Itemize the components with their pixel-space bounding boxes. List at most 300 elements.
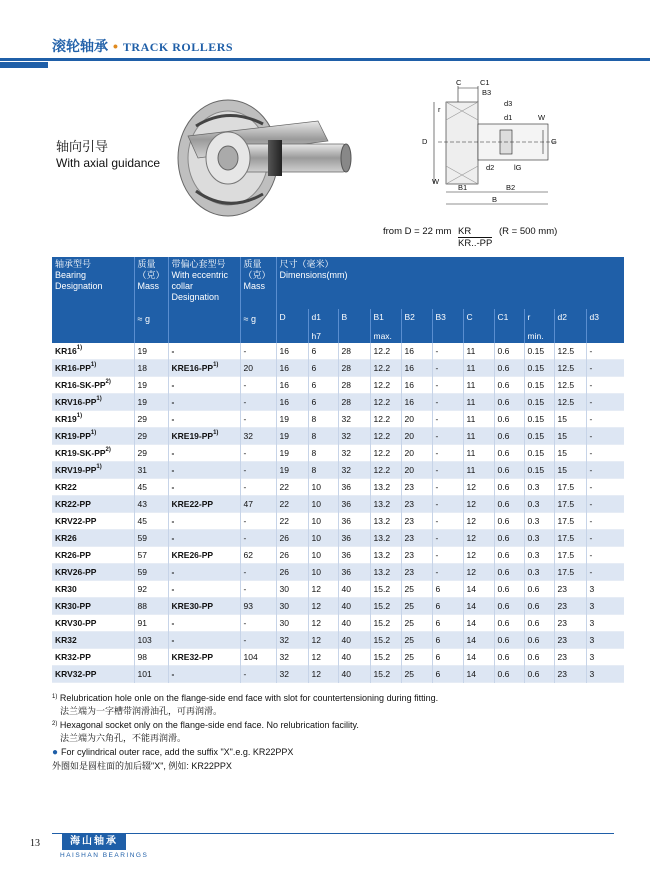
cell-dim — [463, 377, 494, 394]
cell-dim-text: 40 — [341, 635, 351, 645]
cell-dim — [338, 530, 370, 547]
cell-dim — [524, 445, 554, 462]
cell-mass2 — [240, 598, 276, 615]
header-dim-sub: max. — [373, 331, 392, 341]
cell-designation — [52, 360, 134, 377]
cell-dim — [401, 343, 432, 360]
cell-mass-text: 19 — [137, 380, 147, 390]
cell-dim-text: 36 — [341, 567, 351, 577]
cell-dim — [586, 428, 624, 445]
cell-dim — [554, 513, 586, 530]
cell-mass2 — [240, 445, 276, 462]
cell-eccentric-text: KRE19-PP — [171, 431, 214, 441]
cell-dim-text: 10 — [311, 499, 321, 509]
cell-dim — [524, 666, 554, 683]
cell-dim — [586, 411, 624, 428]
cell-dim-text: 14 — [466, 618, 476, 628]
cell-dim-text: 16 — [404, 380, 414, 390]
cell-dim — [463, 649, 494, 666]
header-dot-icon: • — [113, 38, 118, 54]
cell-dim-text: 0.15 — [527, 448, 545, 458]
cell-dim-text: 0.15 — [527, 431, 545, 441]
cell-dim-text: 28 — [341, 346, 351, 356]
cell-dim — [308, 615, 338, 632]
haishan-logo-en: HAISHAN BEARINGS — [60, 852, 149, 859]
cell-dim-text: 32 — [279, 669, 289, 679]
cell-dim-text: 16 — [279, 346, 289, 356]
cell-dim-text: 0.15 — [527, 363, 545, 373]
cell-dim-text: 0.6 — [497, 516, 510, 526]
cell-dim-text: 40 — [341, 618, 351, 628]
header-dim-label: B2 — [404, 312, 415, 322]
diagram-label-d2: d2 — [486, 163, 495, 172]
cell-dim — [401, 547, 432, 564]
diagram-label-d1: d1 — [504, 113, 513, 122]
cell-mass2 — [240, 530, 276, 547]
cell-dim — [308, 411, 338, 428]
cell-dim-text: 26 — [279, 533, 289, 543]
cell-dim — [370, 666, 401, 683]
cell-dim-text: 0.6 — [527, 601, 540, 611]
cell-dim-text: 20 — [404, 465, 414, 475]
table-row — [52, 598, 624, 615]
cell-designation — [52, 496, 134, 513]
cell-dim-text: - — [589, 550, 593, 560]
cell-dim — [370, 411, 401, 428]
cell-dim-text: 23 — [404, 567, 414, 577]
footnote-1-zh: 法兰端为一字槽带润滑油孔，可再润滑。 — [60, 705, 223, 716]
cell-dim-text: 19 — [279, 448, 289, 458]
cell-mass2-text: - — [243, 533, 247, 543]
cell-dim — [586, 632, 624, 649]
header-dim-d — [276, 309, 308, 343]
cell-dim-text: 23 — [557, 601, 567, 611]
cell-dim — [494, 411, 524, 428]
cell-dim-text: - — [435, 448, 439, 458]
cell-dim — [586, 547, 624, 564]
header-dim-label: B1 — [373, 312, 384, 322]
cell-dim — [338, 615, 370, 632]
cell-mass2 — [240, 649, 276, 666]
cell-dim-text: 16 — [404, 397, 414, 407]
cell-dim — [586, 343, 624, 360]
cell-dim — [338, 445, 370, 462]
cell-dim — [308, 564, 338, 581]
cell-dim — [463, 479, 494, 496]
cell-eccentric — [168, 445, 240, 462]
cell-dim-text: 6 — [435, 618, 441, 628]
cell-mass2 — [240, 581, 276, 598]
cell-dim-text: 32 — [341, 414, 351, 424]
cell-dim-text: 13.2 — [373, 567, 391, 577]
cell-dim — [554, 445, 586, 462]
cell-dim — [463, 632, 494, 649]
cell-dim — [401, 479, 432, 496]
cell-mass — [134, 649, 168, 666]
cell-dim-text: 0.6 — [497, 669, 510, 679]
footnote-3 — [52, 746, 612, 772]
cell-dim — [554, 360, 586, 377]
cell-dim — [494, 530, 524, 547]
cell-eccentric-text: KRE30-PP — [171, 601, 214, 611]
header-mass-unit: ≈ g — [137, 314, 150, 324]
cell-dim — [308, 343, 338, 360]
header-mass2 — [240, 257, 276, 343]
header-dim-r — [524, 309, 554, 343]
cell-mass-text: 31 — [137, 465, 147, 475]
table-row — [52, 564, 624, 581]
cell-mass2 — [240, 496, 276, 513]
cell-dim-text: 11 — [466, 414, 476, 424]
cell-dim-text: 10 — [311, 482, 321, 492]
cell-dim-text: - — [435, 346, 439, 356]
cell-mass — [134, 445, 168, 462]
cell-mass2-text: 20 — [243, 363, 253, 373]
diagram-label-w-top: W — [538, 113, 546, 122]
cell-dim-text: 14 — [466, 635, 476, 645]
cell-dim-text: 6 — [311, 397, 317, 407]
cell-dim-text: 12 — [311, 635, 321, 645]
cell-dim — [524, 564, 554, 581]
cell-dim — [586, 649, 624, 666]
cell-dim-text: 13.2 — [373, 533, 391, 543]
cell-dim — [494, 513, 524, 530]
cell-dim — [432, 513, 463, 530]
cell-dim — [524, 632, 554, 649]
cell-dim — [432, 445, 463, 462]
cell-designation-sup: 2) — [105, 379, 111, 385]
cell-dim-text: 23 — [557, 584, 567, 594]
cell-dim-text: 36 — [341, 533, 351, 543]
cell-eccentric — [168, 377, 240, 394]
cell-dim — [586, 479, 624, 496]
cell-dim-text: 16 — [404, 346, 414, 356]
cell-dim — [494, 564, 524, 581]
cell-mass-text: 59 — [137, 533, 147, 543]
cell-designation-text: KR30-PP — [55, 601, 91, 611]
cell-eccentric — [168, 564, 240, 581]
cell-dim-text: 12.2 — [373, 346, 391, 356]
cell-dim-text: 0.15 — [527, 465, 545, 475]
cell-dim-text: - — [589, 482, 593, 492]
cell-mass — [134, 360, 168, 377]
cell-dim — [401, 598, 432, 615]
cell-dim-text: 28 — [341, 397, 351, 407]
cell-dim-text: 14 — [466, 584, 476, 594]
cell-mass2-text: 104 — [243, 652, 258, 662]
haishan-logo: 海山轴承 — [62, 834, 126, 850]
cell-dim-text: 22 — [279, 499, 289, 509]
cell-dim-text: 15 — [557, 465, 567, 475]
cell-dim — [308, 530, 338, 547]
cell-designation-sup: 1) — [96, 396, 102, 402]
header-dim-c1 — [494, 309, 524, 343]
cell-dim — [338, 462, 370, 479]
formula-numerator: KR — [458, 226, 492, 238]
cell-eccentric — [168, 428, 240, 445]
cell-dim — [463, 343, 494, 360]
cell-eccentric-text: KRE16-PP — [171, 363, 214, 373]
cell-dim-text: 6 — [311, 380, 317, 390]
cell-dim — [401, 496, 432, 513]
cell-dim — [586, 615, 624, 632]
header-designation — [52, 257, 134, 309]
cell-mass — [134, 462, 168, 479]
cell-mass2 — [240, 462, 276, 479]
table-row — [52, 445, 624, 462]
cell-dim-text: 0.6 — [527, 584, 540, 594]
cell-dim — [463, 581, 494, 598]
cell-dim-text: - — [435, 431, 439, 441]
cell-dim-text: 6 — [435, 635, 441, 645]
table-row — [52, 615, 624, 632]
cell-eccentric-text: - — [171, 448, 175, 458]
cell-mass-text: 91 — [137, 618, 147, 628]
footnote-2-zh: 法兰端为六角孔，不能再润滑。 — [60, 732, 187, 743]
table-row — [52, 666, 624, 683]
cell-mass-text: 45 — [137, 482, 147, 492]
header-dim-label: d2 — [557, 312, 567, 322]
cell-dim — [494, 632, 524, 649]
cell-dim — [524, 428, 554, 445]
formula-suffix: (R = 500 mm) — [498, 226, 558, 237]
cell-dim-text: 23 — [404, 550, 414, 560]
cell-mass2-text: - — [243, 380, 247, 390]
cell-mass — [134, 581, 168, 598]
cell-mass2-text: - — [243, 618, 247, 628]
cell-dim-text: 0.15 — [527, 346, 545, 356]
table-row — [52, 360, 624, 377]
cell-dim — [338, 428, 370, 445]
cell-dim — [338, 598, 370, 615]
cell-dim-text: 23 — [557, 618, 567, 628]
header-dim-label: C1 — [497, 312, 509, 322]
cell-mass2 — [240, 360, 276, 377]
cell-dim — [370, 530, 401, 547]
cell-dim — [338, 649, 370, 666]
cell-mass — [134, 564, 168, 581]
cell-designation-text: KRV26-PP — [55, 567, 97, 577]
cell-dim — [463, 547, 494, 564]
cell-designation-text: KRV30-PP — [55, 618, 97, 628]
cell-dim-text: 32 — [341, 465, 351, 475]
cell-mass2 — [240, 666, 276, 683]
footnote-3-en: For cylindrical outer race, add the suffix "X".e.g. KR22PPX — [61, 747, 294, 757]
cell-dim-text: 0.3 — [527, 550, 540, 560]
cell-dim — [370, 649, 401, 666]
header-dim-d2 — [554, 309, 586, 343]
cell-mass — [134, 377, 168, 394]
cell-dim — [338, 564, 370, 581]
cell-dim-text: - — [589, 499, 593, 509]
header-accent-block — [0, 62, 48, 68]
cell-dim — [276, 377, 308, 394]
cell-dim-text: 17.5 — [557, 550, 575, 560]
cell-dim-text: 22 — [279, 482, 289, 492]
cell-mass2 — [240, 615, 276, 632]
cell-dim-text: 0.6 — [497, 567, 510, 577]
cell-dim-text: 15 — [557, 431, 567, 441]
cell-mass2-text: 93 — [243, 601, 253, 611]
cell-mass2-text: - — [243, 448, 247, 458]
cell-dim-text: 17.5 — [557, 482, 575, 492]
cell-dim-text: 11 — [466, 397, 476, 407]
cell-dim — [524, 581, 554, 598]
cell-dim — [338, 547, 370, 564]
cell-designation-text: KR22-PP — [55, 499, 91, 509]
cell-dim-text: 11 — [466, 431, 476, 441]
cell-dim — [370, 428, 401, 445]
cell-dim — [401, 360, 432, 377]
cell-dim — [370, 632, 401, 649]
cell-dim-text: - — [435, 380, 439, 390]
table-row — [52, 479, 624, 496]
cell-dim — [463, 530, 494, 547]
cell-dim-text: 12.5 — [557, 346, 575, 356]
cell-dim — [308, 360, 338, 377]
cell-dim — [276, 479, 308, 496]
cell-mass2-text: - — [243, 482, 247, 492]
cell-dim — [401, 615, 432, 632]
cell-designation — [52, 411, 134, 428]
cell-mass-text: 103 — [137, 635, 152, 645]
cell-mass2 — [240, 343, 276, 360]
header-dim-label: B3 — [435, 312, 446, 322]
cell-dim-text: 3 — [589, 669, 595, 679]
cell-designation — [52, 581, 134, 598]
cell-dim — [524, 547, 554, 564]
cell-mass2 — [240, 428, 276, 445]
cell-eccentric — [168, 360, 240, 377]
cell-mass2 — [240, 411, 276, 428]
cell-designation-sup: 1) — [76, 345, 83, 351]
header-dim-b3 — [432, 309, 463, 343]
cell-eccentric-text: - — [171, 669, 175, 679]
cell-dim — [308, 513, 338, 530]
cell-eccentric — [168, 530, 240, 547]
cell-dim — [370, 513, 401, 530]
header-dimensions — [276, 257, 624, 309]
cell-dim — [494, 428, 524, 445]
cell-dim — [338, 496, 370, 513]
cell-dim — [276, 343, 308, 360]
cell-mass2-text: - — [243, 584, 247, 594]
cell-dim — [463, 666, 494, 683]
diagram-label-d: D — [422, 137, 428, 146]
cell-mass2-text: - — [243, 346, 247, 356]
cell-designation — [52, 445, 134, 462]
cell-dim-text: 32 — [279, 652, 289, 662]
cell-eccentric — [168, 598, 240, 615]
cell-dim — [308, 445, 338, 462]
cell-dim — [432, 564, 463, 581]
cell-dim — [401, 513, 432, 530]
cell-dim-text: 0.3 — [527, 533, 540, 543]
cell-eccentric-text: - — [171, 380, 175, 390]
cell-dim — [524, 462, 554, 479]
cell-dim — [494, 581, 524, 598]
cell-designation — [52, 428, 134, 445]
cell-dim-text: 12 — [311, 601, 321, 611]
cell-designation — [52, 547, 134, 564]
cell-dim — [276, 564, 308, 581]
cell-dim — [432, 360, 463, 377]
formula-denominator: KR..-PP — [458, 238, 493, 249]
cell-dim-text: 0.6 — [497, 652, 510, 662]
cell-designation-text: KRV16-PP — [55, 397, 97, 407]
cell-dim — [308, 428, 338, 445]
cell-dim-text: 0.6 — [497, 482, 510, 492]
cell-dim-text: 15.2 — [373, 669, 391, 679]
diagram-label-b2: B2 — [506, 183, 516, 192]
cell-mass2-text: 32 — [243, 431, 253, 441]
cell-dim-text: 0.6 — [497, 465, 510, 475]
cell-dim-text: 12.2 — [373, 397, 391, 407]
cell-dim — [524, 649, 554, 666]
cell-dim-text: 23 — [557, 652, 567, 662]
cell-dim-text: 36 — [341, 499, 351, 509]
cell-eccentric-text: - — [171, 533, 175, 543]
header-dims-en: Dimensions(mm) — [279, 270, 348, 280]
cell-dim-text: - — [435, 567, 439, 577]
header-mass2-unit: ≈ g — [243, 314, 256, 324]
cell-mass2-text: - — [243, 567, 247, 577]
cell-dim — [276, 496, 308, 513]
cell-dim-text: 19 — [279, 414, 289, 424]
cell-dim — [432, 581, 463, 598]
cell-dim — [554, 615, 586, 632]
cell-dim — [586, 377, 624, 394]
guidance-zh: 轴向引导 — [56, 139, 109, 154]
cell-dim — [554, 462, 586, 479]
cell-dim-text: 3 — [589, 635, 595, 645]
cell-dim-text: 15.2 — [373, 618, 391, 628]
header-title-en: TRACK ROLLERS — [122, 40, 234, 54]
cell-mass-text: 19 — [137, 346, 147, 356]
cell-dim-text: 12 — [466, 567, 476, 577]
cell-eccentric-text: - — [171, 567, 175, 577]
cell-dim — [276, 462, 308, 479]
cell-dim-text: 16 — [279, 363, 289, 373]
cell-dim — [370, 479, 401, 496]
cell-mass-text: 57 — [137, 550, 147, 560]
cell-dim — [463, 394, 494, 411]
cell-dim — [338, 411, 370, 428]
cell-dim-text: 15.2 — [373, 601, 391, 611]
cell-dim — [586, 445, 624, 462]
header-dim-b2 — [401, 309, 432, 343]
cell-dim — [338, 632, 370, 649]
cell-dim — [524, 343, 554, 360]
cell-mass2 — [240, 394, 276, 411]
table-row — [52, 343, 624, 360]
cell-dim-text: 0.6 — [497, 584, 510, 594]
cell-eccentric — [168, 394, 240, 411]
guidance-en: With axial guidance — [56, 156, 161, 170]
cell-dim — [494, 462, 524, 479]
cell-mass2-text: - — [243, 669, 247, 679]
cell-mass-text: 45 — [137, 516, 147, 526]
cell-dim — [586, 513, 624, 530]
cell-dim-text: 15.2 — [373, 652, 391, 662]
cell-mass-text: 101 — [137, 669, 152, 679]
formula-fraction — [458, 226, 492, 249]
cell-dim-text: 0.6 — [497, 499, 510, 509]
cell-dim-text: 16 — [279, 397, 289, 407]
cell-mass — [134, 598, 168, 615]
header-designation-zh: 轴承型号 — [55, 259, 92, 269]
cell-dim — [554, 581, 586, 598]
